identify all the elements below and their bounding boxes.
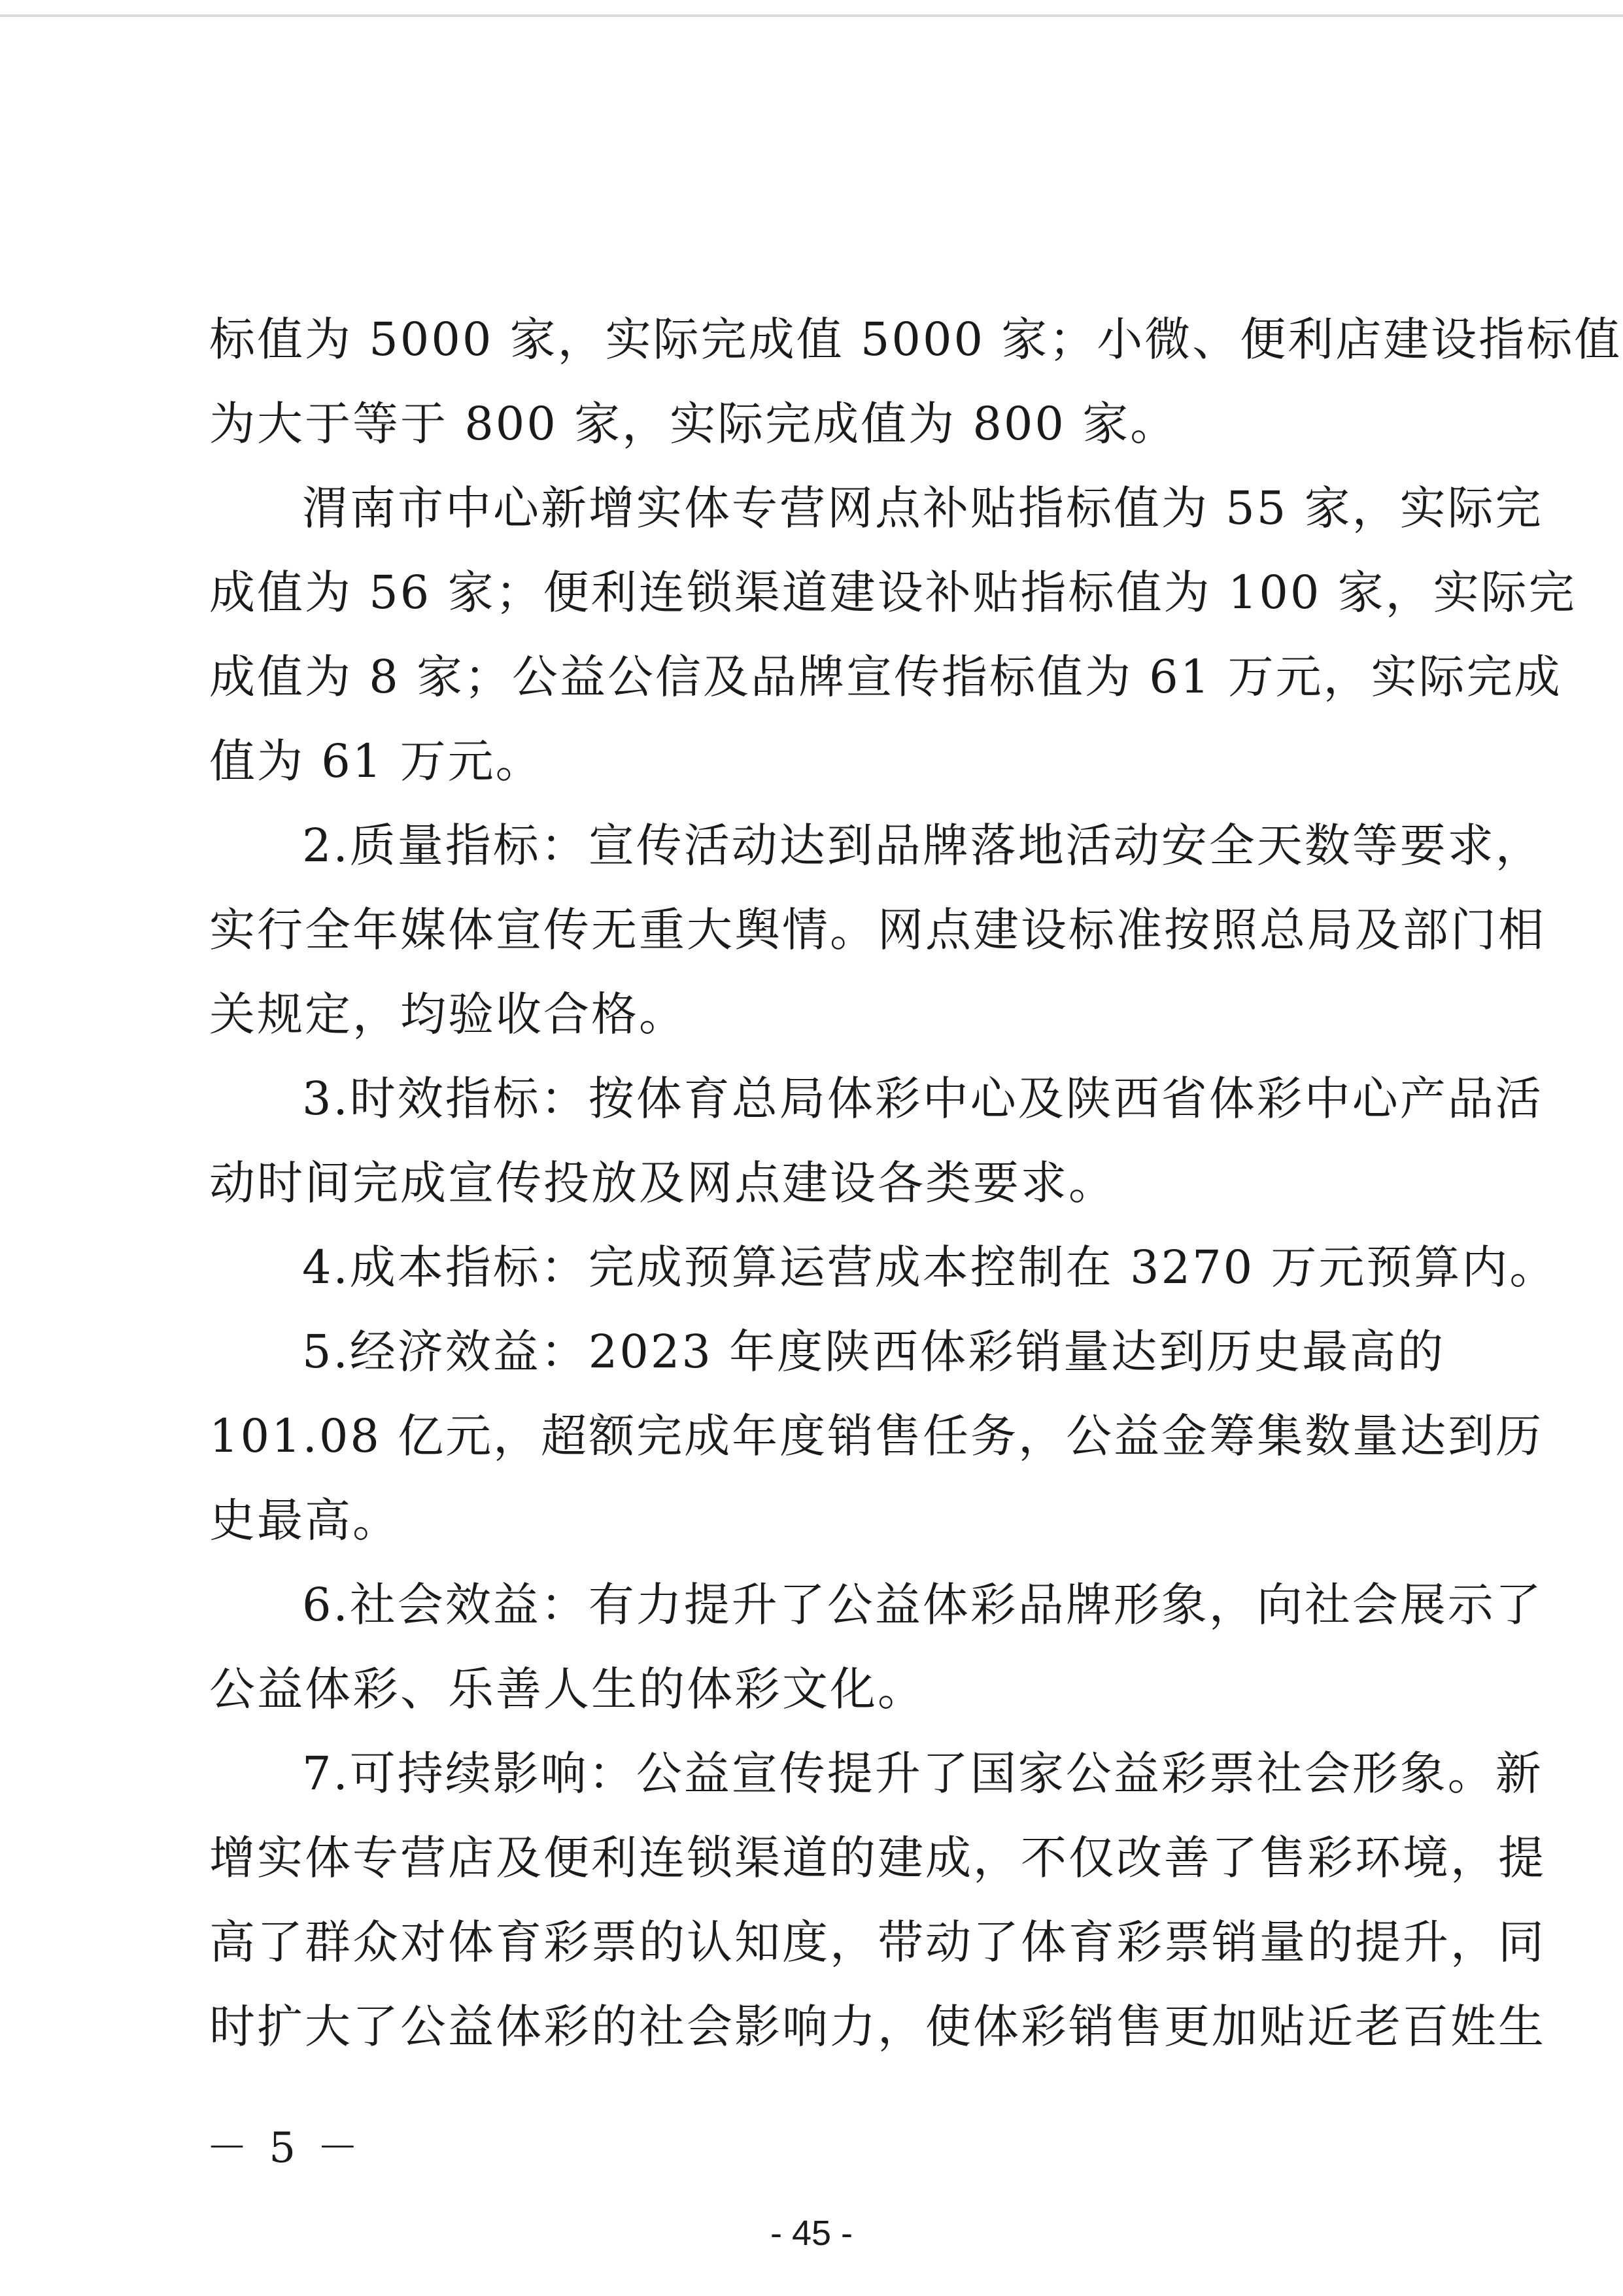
text-line: 2.质量指标：宣传活动达到品牌落地活动安全天数等要求， bbox=[302, 819, 1543, 872]
text-line: 史最高。 bbox=[209, 1494, 400, 1547]
text-line: 7.可持续影响：公益宣传提升了国家公益彩票社会形象。新 bbox=[302, 1747, 1543, 1800]
text-line: 公益体彩、乐善人生的体彩文化。 bbox=[209, 1662, 925, 1716]
text-line: 为大于等于 800 家，实际完成值为 800 家。 bbox=[209, 397, 1178, 451]
text-line: 实行全年媒体宣传无重大舆情。网点建设标准按照总局及部门相 bbox=[209, 903, 1546, 957]
text-line: 标值为 5000 家，实际完成值 5000 家；小微、便利店建设指标值 bbox=[209, 313, 1622, 366]
text-line: 成值为 56 家；便利连锁渠道建设补贴指标值为 100 家，实际完 bbox=[209, 566, 1577, 619]
text-line: 值为 61 万元。 bbox=[209, 734, 543, 788]
text-line: 3.时效指标：按体育总局体彩中心及陕西省体彩中心产品活 bbox=[302, 1072, 1543, 1125]
text-line: 高了群众对体育彩票的认知度，带动了体育彩票销量的提升，同 bbox=[209, 1915, 1546, 1969]
text-line: 渭南市中心新增实体专营网点补贴指标值为 55 家，实际完 bbox=[302, 481, 1543, 535]
scan-top-edge bbox=[0, 14, 1623, 17]
text-line: 5.经济效益：2023 年度陕西体彩销量达到历史最高的 bbox=[302, 1325, 1446, 1379]
text-line: 动时间完成宣传投放及网点建设各类要求。 bbox=[209, 1156, 1116, 1210]
text-line: 关规定，均验收合格。 bbox=[209, 987, 687, 1041]
global-page-number: - 45 - bbox=[770, 2214, 853, 2253]
text-line: 4.成本指标：完成预算运营成本控制在 3270 万元预算内。 bbox=[302, 1241, 1558, 1294]
text-line: 时扩大了公益体彩的社会影响力，使体彩销售更加贴近老百姓生 bbox=[209, 2000, 1546, 2053]
text-line: 成值为 8 家；公益公信及品牌宣传指标值为 61 万元，实际完成 bbox=[209, 650, 1562, 704]
text-line: 增实体专营店及便利连锁渠道的建成，不仅改善了售彩环境，提 bbox=[209, 1831, 1546, 1885]
text-line: 101.08 亿元，超额完成年度销售任务，公益金筹集数量达到历 bbox=[209, 1409, 1544, 1463]
text-line: 6.社会效益：有力提升了公益体彩品牌形象，向社会展示了 bbox=[302, 1578, 1543, 1632]
local-page-number: － 5 － bbox=[206, 2124, 363, 2172]
document-body bbox=[209, 298, 1622, 2069]
